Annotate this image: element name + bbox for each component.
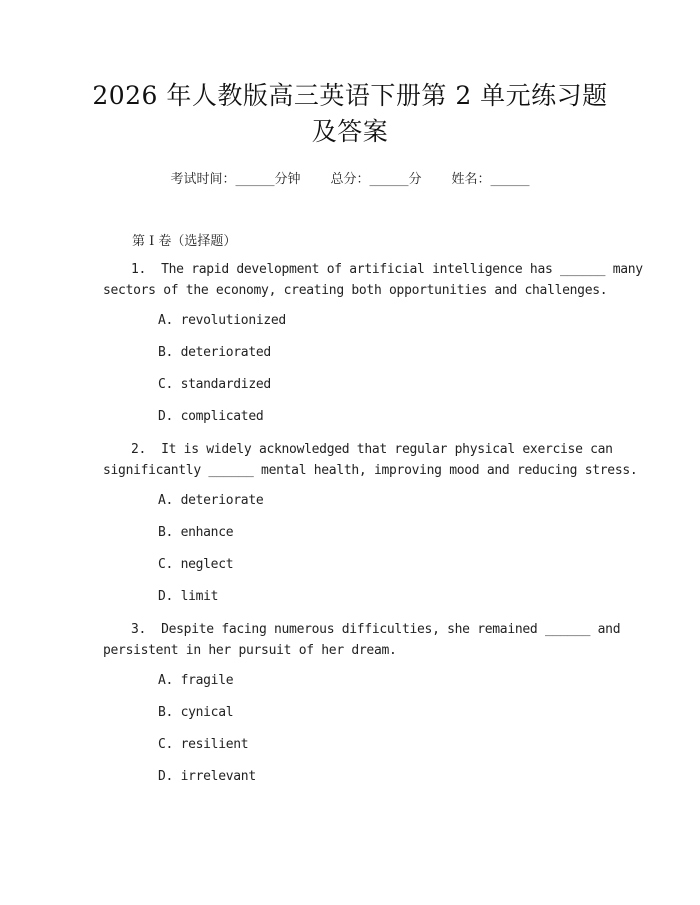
question-3-option-b[interactable]: B. cynical [158, 705, 234, 720]
exam-meta [0, 168, 700, 187]
question-1-option-b[interactable]: B. deteriorated [158, 345, 271, 360]
question-2-option-d[interactable]: D. limit [158, 589, 219, 604]
exam-name-label: 姓名：______ [451, 172, 530, 187]
question-2-option-c[interactable]: C. neglect [158, 557, 234, 572]
question-3-option-c[interactable]: C. resilient [158, 737, 249, 752]
question-2 [103, 439, 638, 481]
question-3-option-a[interactable]: A. fragile [158, 673, 234, 688]
question-3-line-1: 3. Despite facing numerous difficulties, she remained ______ and [131, 622, 621, 637]
title-line-2: 及答案 [311, 117, 389, 146]
question-1-option-c[interactable]: C. standardized [158, 377, 271, 392]
question-1-line-2: sectors of the economy, creating both opportunities and challenges. [103, 283, 608, 298]
page-title [70, 78, 630, 150]
title-line-1: 2026 年人教版高三英语下册第 2 单元练习题 [92, 81, 608, 110]
exam-score-label: 总分：______分 [330, 172, 422, 187]
question-2-line-1: 2. It is widely acknowledged that regular physical exercise can [131, 442, 613, 457]
question-1-option-d[interactable]: D. complicated [158, 409, 264, 424]
section-heading: 第 I 卷（选择题） [132, 234, 237, 249]
question-2-option-a[interactable]: A. deteriorate [158, 493, 264, 508]
question-3-option-d[interactable]: D. irrelevant [158, 769, 256, 784]
question-1 [103, 259, 643, 301]
question-2-line-2: significantly ______ mental health, improving mood and reducing stress. [103, 463, 638, 478]
question-3 [103, 619, 621, 661]
question-3-line-2: persistent in her pursuit of her dream. [103, 643, 397, 658]
question-1-line-1: 1. The rapid development of artificial intelligence has ______ many [131, 262, 643, 277]
question-1-option-a[interactable]: A. revolutionized [158, 313, 286, 328]
question-2-option-b[interactable]: B. enhance [158, 525, 234, 540]
exam-time-label: 考试时间：______分钟 [170, 172, 301, 187]
